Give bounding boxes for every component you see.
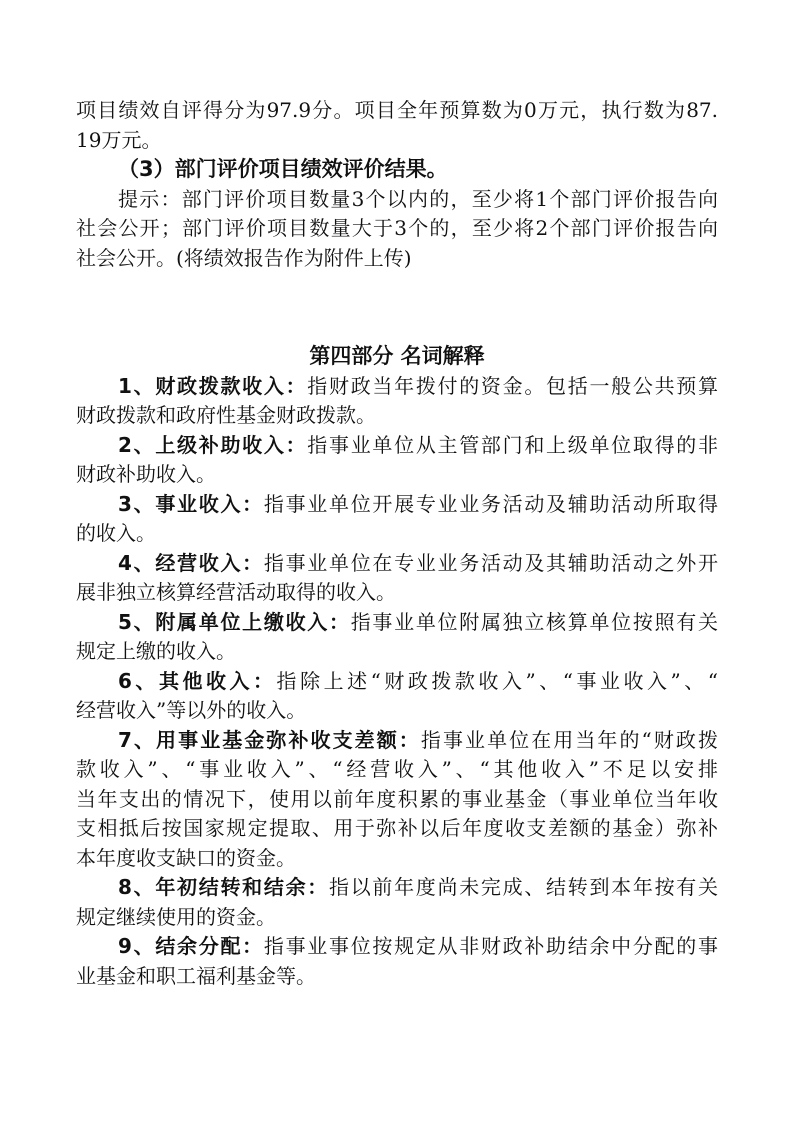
intro-line: 项目绩效自评得分为97.9分。项目全年预算数为0万元，执行数为87. (76, 98, 718, 122)
term-definition: 指事业事位按规定从非财政补助结余中分配的事 (263, 934, 719, 958)
term-label: 1、财政拨款收入： (118, 373, 308, 398)
term-label: 9、结余分配： (118, 934, 264, 958)
definition-line: 支相抵后按国家规定提取、用于弥补以后年度收支差额的基金）弥补 (76, 816, 718, 840)
definition-line: 规定上缴的收入。 (76, 639, 236, 663)
intro-line: 19万元。 (76, 127, 162, 152)
term-label: 5、附属单位上缴收入： (118, 609, 351, 634)
definition-item (76, 608, 718, 667)
definition-line: 当年支出的情况下，使用以前年度积累的事业基金（事业单位当年收 (76, 786, 718, 811)
hint-line: 提示：部门评价项目数量3个以内的，至少将1个部门评价报告向 (118, 186, 718, 211)
term-definition: 指除上述“财政拨款收入”、“事业收入”、“ (276, 668, 719, 693)
term-definition: 指事业单位在用当年的“财政拨 (420, 727, 718, 752)
term-definition: 指财政当年拨付的资金。包括一般公共预算 (307, 373, 718, 398)
term-label: 3、事业收入： (118, 491, 264, 516)
definition-line: 经营收入”等以外的收入。 (76, 698, 307, 722)
definition-item (76, 549, 718, 608)
hint-line: 社会公开；部门评价项目数量大于3个的，至少将2个部门评价报告向 (76, 216, 718, 240)
definition-line: 规定继续使用的资金。 (76, 904, 276, 929)
term-definition: 指事业单位从主管部门和上级单位取得的非 (307, 432, 718, 457)
definition-line: 款收入”、“事业收入”、“经营收入”、“其他收入”不足以安排 (76, 757, 718, 781)
definition-item (76, 932, 718, 991)
subheading: （3）部门评价项目绩效评价结果。 (118, 157, 448, 181)
definition-item (76, 431, 718, 490)
definition-line: 本年度收支缺口的资金。 (76, 845, 296, 870)
section-title: 第四部分 名词解释 (309, 344, 485, 368)
definition-line: 的收入。 (76, 521, 156, 545)
definition-line: 业基金和职工福利基金等。 (76, 963, 316, 988)
definition-item (76, 667, 718, 726)
term-definition: 指事业单位附属独立核算单位按照有关 (350, 609, 719, 634)
definition-line: 财政拨款和政府性基金财政拨款。 (76, 403, 376, 427)
term-label: 8、年初结转和结余： (118, 875, 329, 899)
definition-item (76, 726, 718, 874)
term-definition: 指以前年度尚未完成、结转到本年按有关 (328, 875, 718, 899)
term-label: 2、上级补助收入： (118, 432, 308, 457)
term-definition: 指事业单位在专业业务活动及其辅助活动之外开 (263, 550, 719, 575)
definition-item (76, 873, 718, 932)
definition-line: 展非独立核算经营活动取得的收入。 (76, 580, 396, 604)
document-page (76, 96, 718, 991)
definition-item (76, 490, 718, 549)
term-definition: 指事业单位开展专业业务活动及辅助活动所取得 (263, 491, 719, 516)
hint-line: 社会公开。(将绩效报告作为附件上传) (76, 245, 412, 270)
term-label: 4、经营收入： (118, 550, 264, 575)
definition-line: 财政补助收入。 (76, 462, 216, 486)
term-label: 6、其他收入： (118, 668, 277, 693)
definition-item (76, 372, 718, 431)
term-label: 7、用事业基金弥补收支差额： (118, 727, 421, 752)
